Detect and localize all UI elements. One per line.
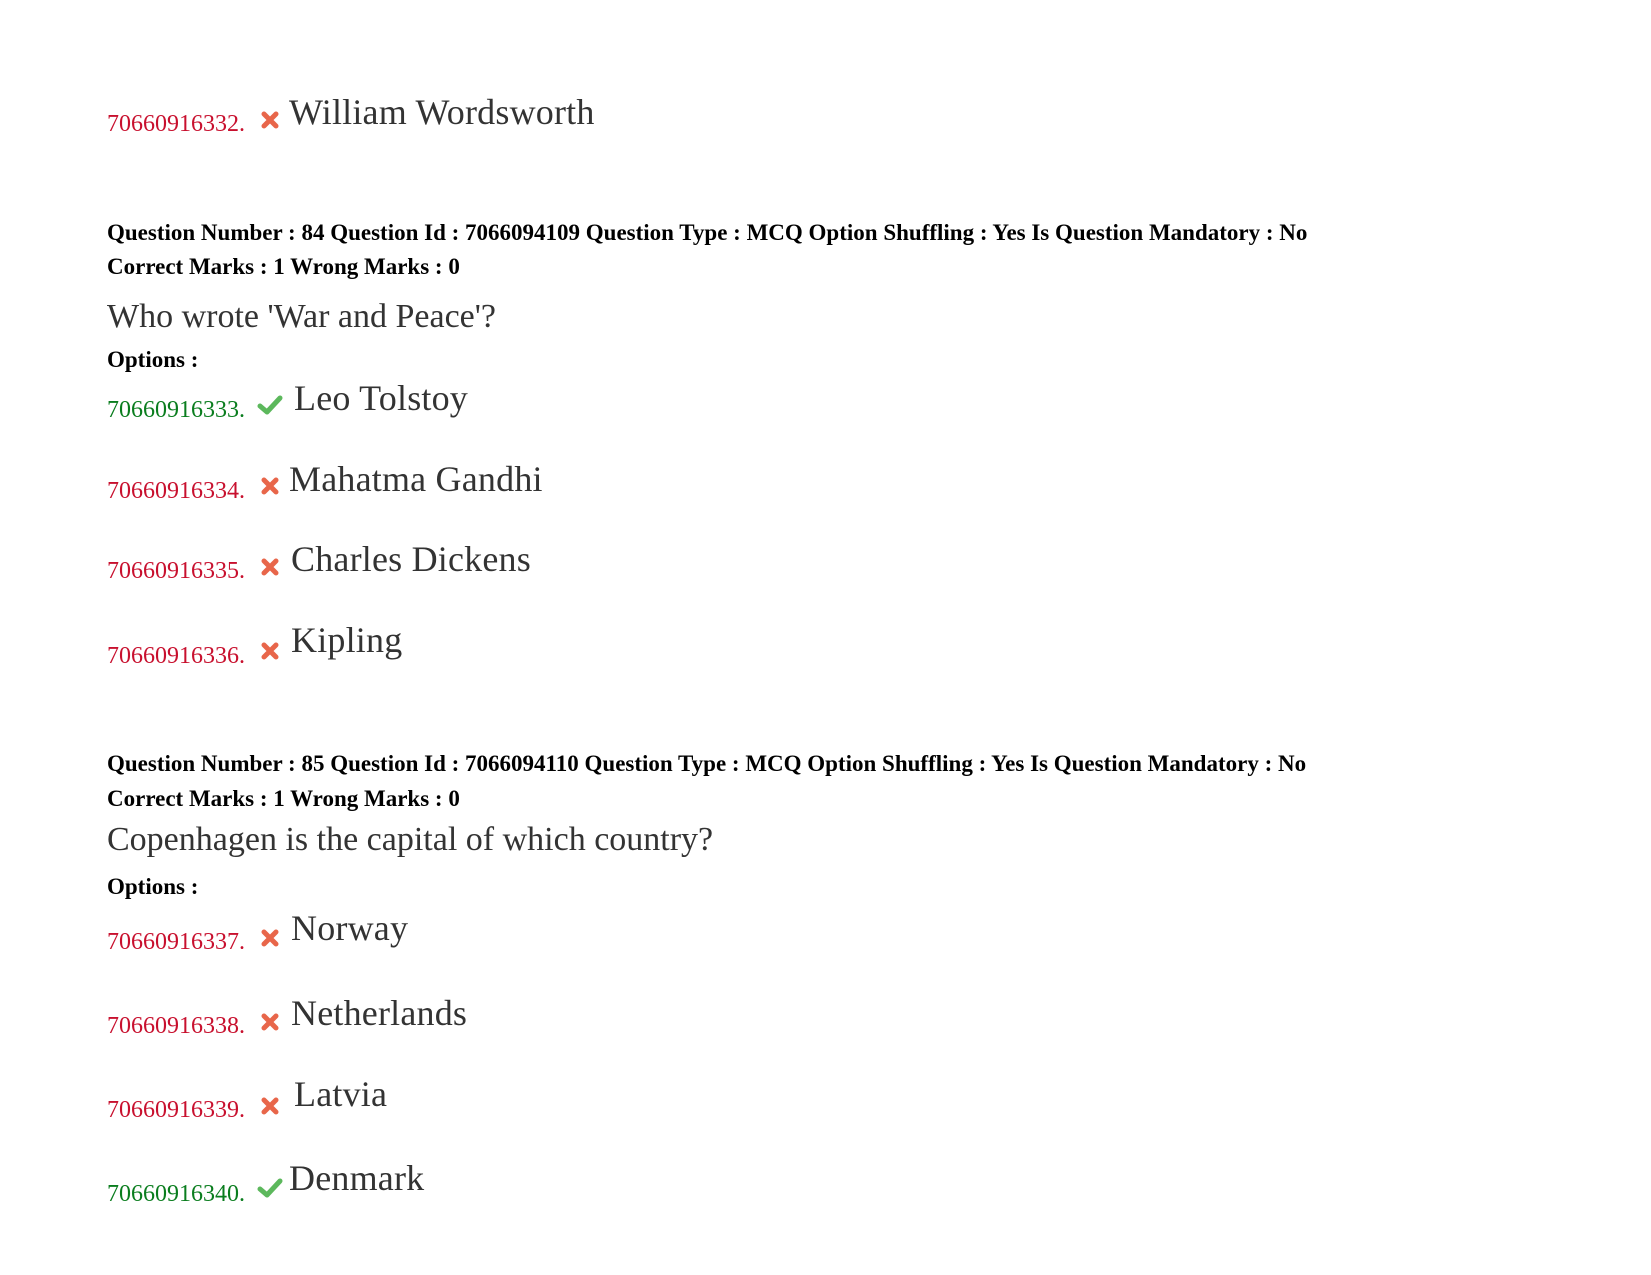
question-meta: Question Number : 85 Question Id : 7066094110 Question Type : MCQ Option Shuffling : Yes Is Question Mandatory : No bbox=[107, 751, 1307, 776]
option-id: 70660916333. bbox=[107, 397, 245, 423]
question-marks: Correct Marks : 1 Wrong Marks : 0 bbox=[107, 254, 460, 279]
cross-icon bbox=[259, 1011, 281, 1033]
option-text: Leo Tolstoy bbox=[294, 378, 469, 418]
option-text: Charles Dickens bbox=[291, 539, 531, 579]
option-id: 70660916332. bbox=[107, 111, 245, 137]
question-text: Copenhagen is the capital of which country? bbox=[107, 821, 714, 858]
option-text: Denmark bbox=[289, 1158, 425, 1198]
cross-icon bbox=[259, 927, 281, 949]
option-id: 70660916339. bbox=[107, 1097, 245, 1123]
cross-icon bbox=[259, 1095, 281, 1117]
option-id: 70660916336. bbox=[107, 643, 245, 669]
option-text: Kipling bbox=[291, 620, 403, 660]
check-icon bbox=[257, 1177, 279, 1199]
cross-icon bbox=[259, 109, 281, 131]
cross-icon bbox=[259, 640, 281, 662]
question-text: Who wrote 'War and Peace'? bbox=[107, 298, 496, 335]
option-text: Netherlands bbox=[291, 993, 468, 1033]
options-label: Options : bbox=[107, 874, 199, 899]
option-id: 70660916338. bbox=[107, 1013, 245, 1039]
option-id: 70660916335. bbox=[107, 558, 245, 584]
cross-icon bbox=[259, 475, 281, 497]
option-id: 70660916337. bbox=[107, 929, 245, 955]
check-icon bbox=[257, 394, 279, 416]
option-text: Latvia bbox=[294, 1074, 388, 1114]
options-label: Options : bbox=[107, 347, 199, 372]
option-id: 70660916340. bbox=[107, 1181, 245, 1207]
question-marks: Correct Marks : 1 Wrong Marks : 0 bbox=[107, 786, 460, 811]
option-text: Norway bbox=[291, 908, 409, 948]
option-text: Mahatma Gandhi bbox=[289, 459, 543, 499]
option-id: 70660916334. bbox=[107, 478, 245, 504]
option-text: William Wordsworth bbox=[289, 92, 595, 132]
cross-icon bbox=[259, 556, 281, 578]
question-meta: Question Number : 84 Question Id : 7066094109 Question Type : MCQ Option Shuffling : Yes Is Question Mandatory : No bbox=[107, 220, 1308, 245]
